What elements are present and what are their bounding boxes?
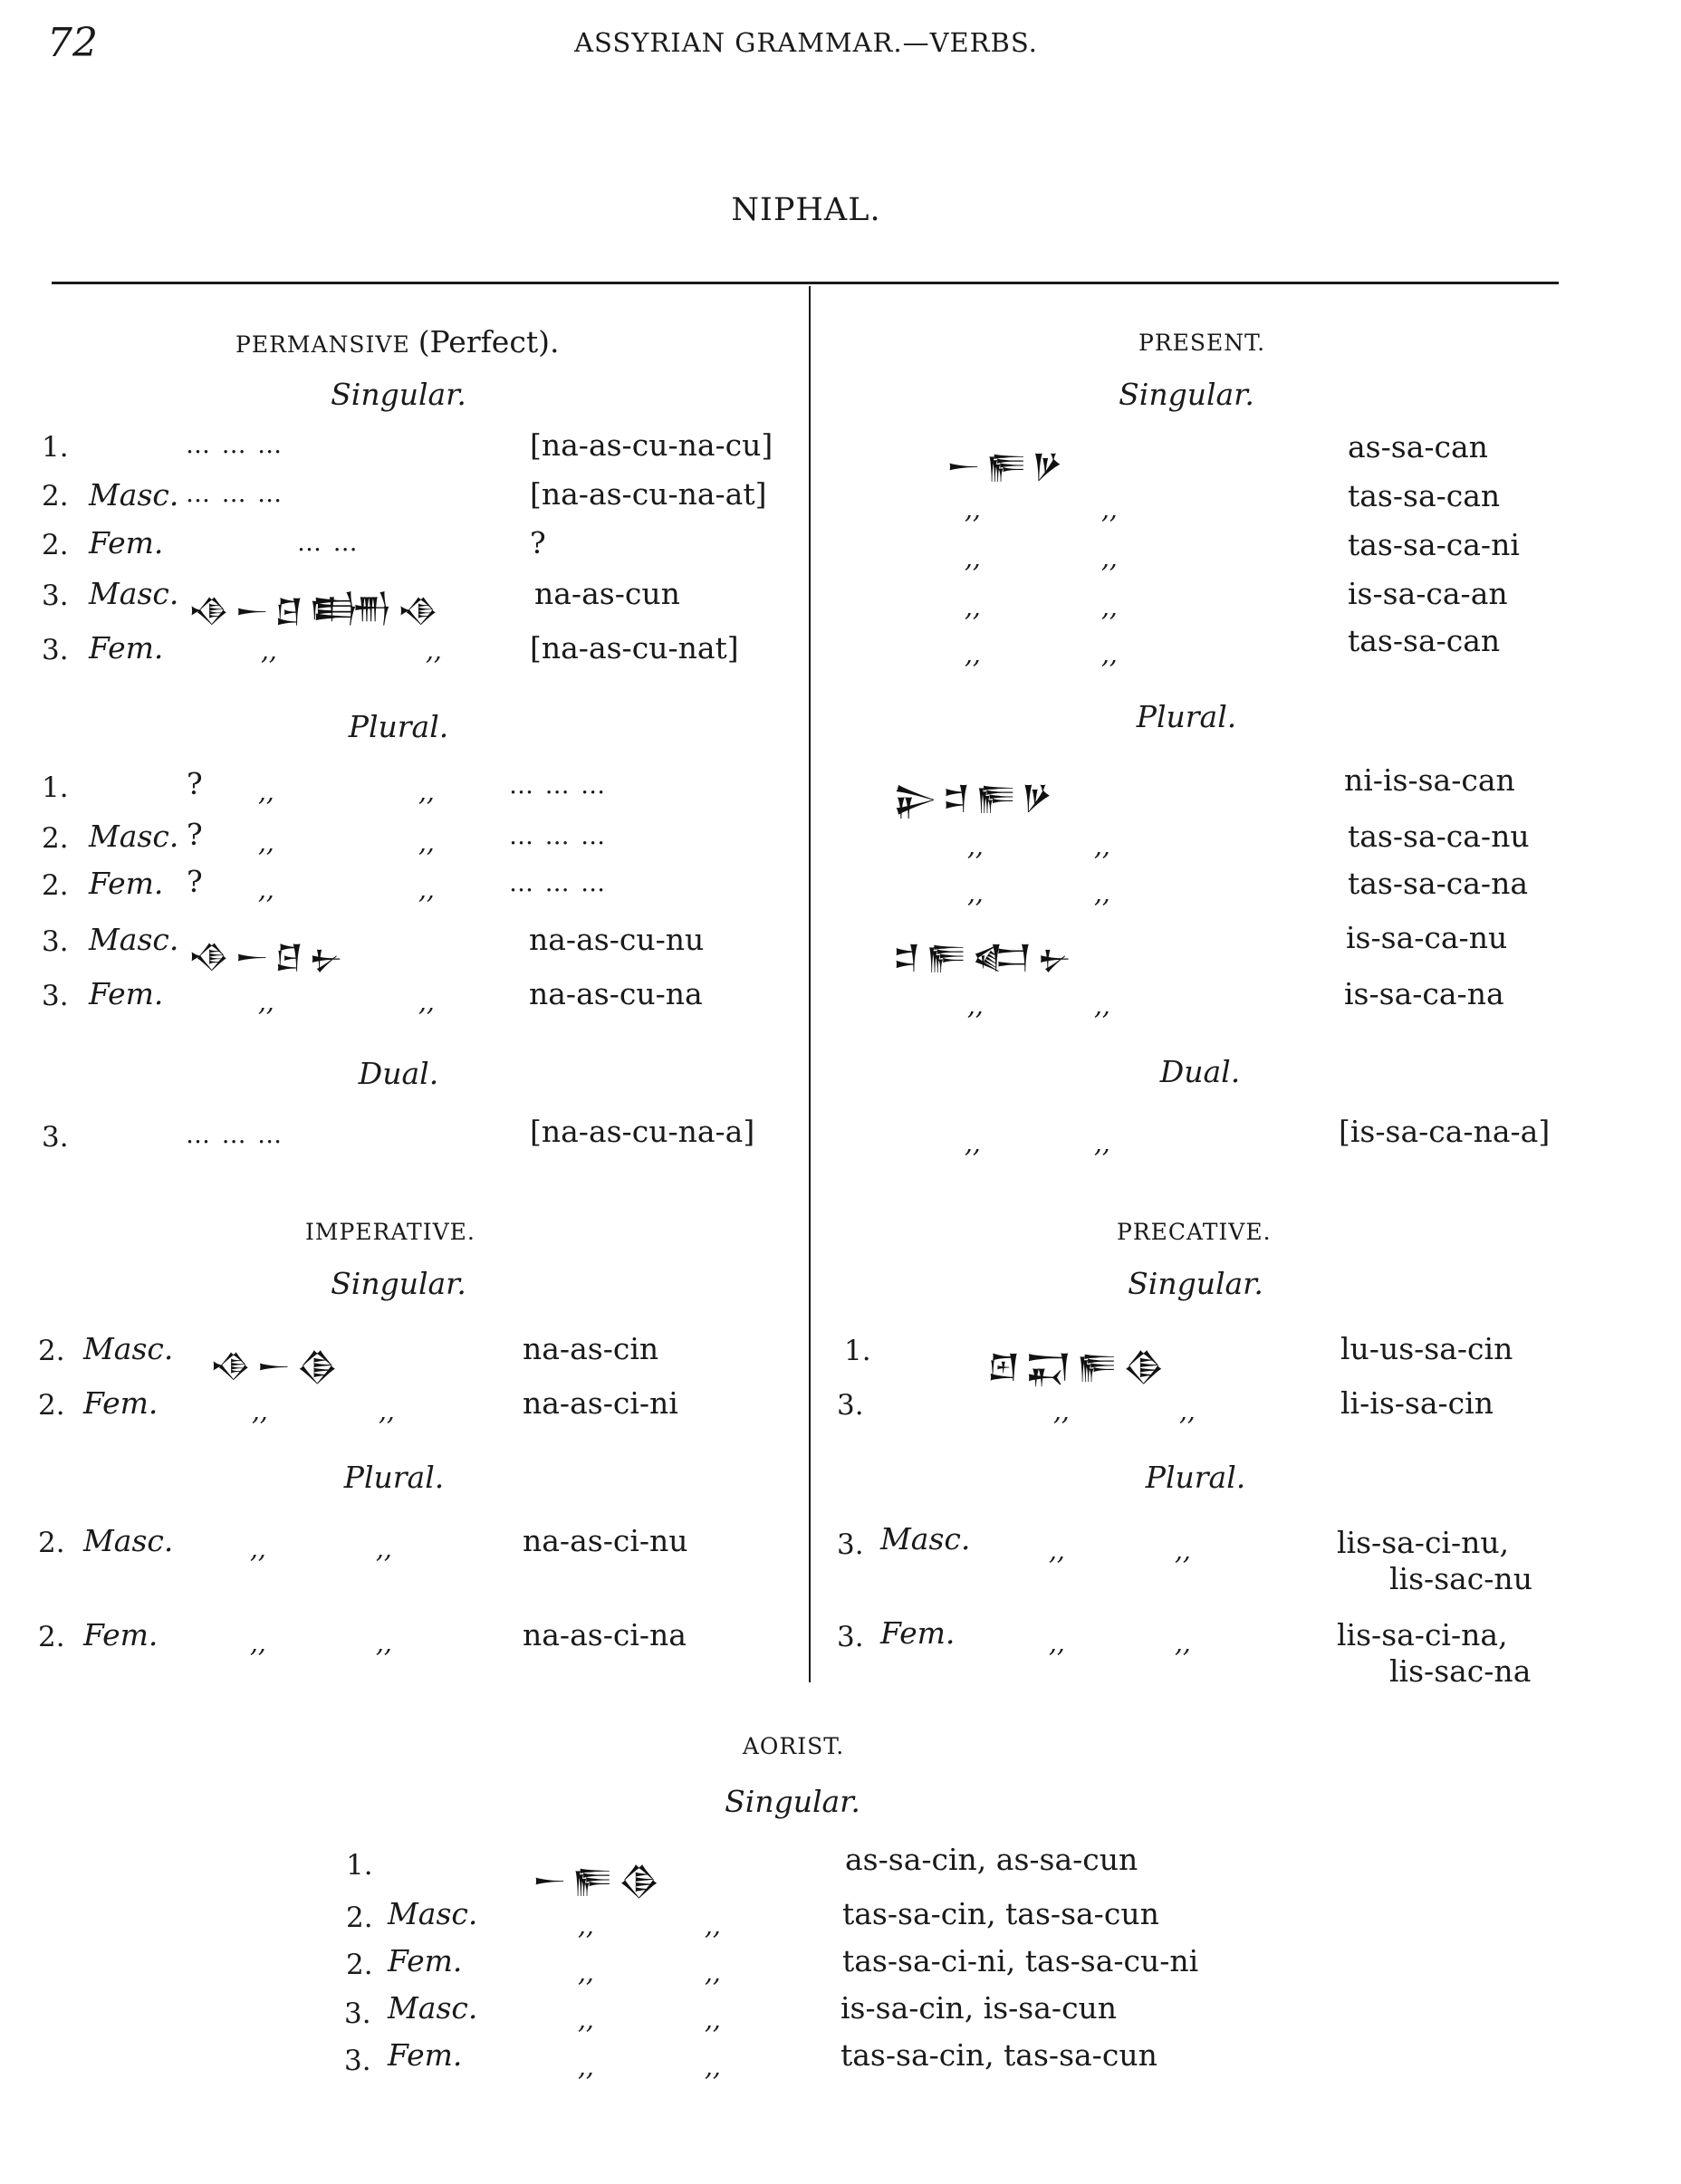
cuneiform-signs: 𒄑𒊓𒅗𒉡 [893, 939, 1078, 976]
transliteration: lu-us-sa-cin [1340, 1331, 1513, 1366]
transliteration: [na-as-cu-nat] [530, 630, 739, 666]
ditto-mark: ,, [1049, 1536, 1065, 1566]
ditto-mark: ,, [1094, 991, 1110, 1020]
transliteration: [na-as-cu-na-cu] [530, 427, 773, 463]
transliteration: tas-sa-ca-ni [1348, 527, 1520, 562]
transliteration: ? [530, 525, 546, 560]
ditto-mark: ,, [1175, 1536, 1191, 1566]
transliteration: ni-is-sa-can [1344, 762, 1515, 798]
row-number: 2. [42, 529, 69, 561]
row-number: 2. [38, 1389, 65, 1422]
gender-label: Masc. [89, 576, 179, 611]
ellipsis: … … … [186, 1121, 284, 1149]
gender-label: Masc. [89, 922, 179, 957]
row-number: 2. [346, 1949, 373, 1981]
query-mark: ? [187, 864, 203, 899]
transliteration-alt: lis-sac-nu [1389, 1561, 1532, 1596]
cuneiform-signs: 𒇻𒍑𒊓𒆠 [987, 1348, 1170, 1385]
ditto-mark: ,, [578, 2052, 594, 2082]
row-number: 2. [38, 1621, 65, 1653]
gender-label: Masc. [388, 1990, 478, 2026]
ditto-mark: ,, [1179, 1396, 1196, 1426]
transliteration: na-as-cun [534, 576, 680, 611]
transliteration: na-as-cu-na [529, 976, 703, 1011]
ditto-mark: ,, [1175, 1628, 1191, 1658]
ditto-mark: ,, [250, 1534, 266, 1564]
aorist-singular-label: Singular. [725, 1784, 860, 1819]
transliteration: [na-as-cu-na-at] [530, 476, 767, 512]
cuneiform-signs: 𒉌𒄑𒊓𒃻 [893, 780, 1059, 817]
precative-singular-label: Singular. [1128, 1266, 1263, 1301]
transliteration: lis-sa-ci-na, [1337, 1617, 1508, 1652]
ditto-mark: ,, [250, 1628, 266, 1658]
transliteration: is-sa-ca-na [1344, 976, 1504, 1011]
gender-label: Masc. [83, 1523, 174, 1558]
horizontal-rule [52, 282, 1559, 284]
imperative-heading: IMPERATIVE. [305, 1219, 475, 1245]
ditto-mark: ,, [1053, 1396, 1070, 1426]
ditto-mark: ,, [252, 1396, 268, 1426]
row-number: 2. [38, 1335, 65, 1367]
ditto-mark: ,, [967, 878, 984, 908]
ditto-mark: ,, [258, 875, 274, 905]
transliteration-alt: lis-sac-na [1389, 1653, 1532, 1689]
ditto-mark: ,, [418, 875, 435, 905]
gender-label: Fem. [89, 630, 164, 666]
ellipsis: … … … [509, 869, 608, 897]
transliteration: li-is-sa-cin [1340, 1385, 1494, 1421]
gender-label: Masc. [89, 819, 179, 854]
page-title: NIPHAL. [731, 192, 881, 228]
transliteration: tas-sa-ci-ni, tas-sa-cu-ni [842, 1943, 1199, 1978]
transliteration: tas-sa-ca-nu [1348, 819, 1530, 854]
row-number: 3. [42, 980, 69, 1012]
transliteration: tas-sa-can [1348, 623, 1501, 658]
row-number: 2. [38, 1527, 65, 1559]
ditto-mark: ,, [1101, 494, 1118, 524]
row-number: 1. [42, 771, 69, 804]
gender-label: Masc. [89, 477, 179, 512]
permansive-dual-label: Dual. [358, 1056, 439, 1091]
transliteration: [is-sa-ca-na-a] [1339, 1114, 1551, 1149]
ditto-mark: ,, [258, 987, 274, 1017]
ditto-mark: ,, [376, 1628, 392, 1658]
ditto-mark: ,, [426, 636, 442, 666]
gender-label: Fem. [89, 976, 164, 1011]
ditto-mark: ,, [1101, 543, 1118, 573]
transliteration: as-sa-can [1348, 429, 1488, 465]
gender-label: Masc. [880, 1521, 971, 1557]
present-dual-label: Dual. [1159, 1054, 1241, 1089]
gender-label: Fem. [880, 1615, 956, 1651]
transliteration: [na-as-cu-na-a] [530, 1114, 755, 1149]
ellipsis: … … [297, 529, 360, 557]
ditto-mark: ,, [965, 494, 981, 524]
row-number: 1. [844, 1335, 871, 1367]
aorist-heading: AORIST. [742, 1733, 845, 1759]
permansive-heading-small: PERMANSIVE [235, 331, 410, 358]
gender-label: Fem. [89, 525, 164, 560]
present-singular-label: Singular. [1119, 377, 1254, 412]
ditto-mark: ,, [418, 777, 435, 807]
row-number: 2. [42, 480, 69, 512]
ditto-mark: ,, [965, 639, 981, 669]
ditto-mark: ,, [705, 1958, 721, 1988]
query-mark: ? [187, 766, 203, 801]
transliteration: na-as-ci-ni [523, 1385, 678, 1421]
ellipsis: … … … [509, 771, 608, 800]
ditto-mark: ,, [578, 2005, 594, 2035]
ditto-mark: ,, [967, 991, 984, 1020]
query-mark: ? [187, 817, 203, 852]
cuneiform-signs: 𒈾𒀸𒆠 [210, 1348, 344, 1385]
cuneiform-signs: 𒈾𒀸𒆪𒉡 [188, 939, 349, 976]
permansive-plural-label: Plural. [348, 709, 449, 744]
row-number: 2. [42, 869, 69, 902]
transliteration: lis-sa-ci-nu, [1337, 1525, 1510, 1560]
transliteration: na-as-cin [523, 1331, 659, 1366]
ditto-mark: ,, [261, 636, 277, 666]
ellipsis: … … … [186, 480, 284, 508]
row-number: 3. [42, 1121, 69, 1154]
transliteration: na-as-ci-nu [523, 1523, 688, 1558]
ditto-mark: ,, [965, 1128, 981, 1158]
ditto-mark: ,, [965, 592, 981, 622]
gender-label: Masc. [388, 1896, 478, 1931]
row-number: 3. [344, 2045, 371, 2077]
present-heading: PRESENT. [1138, 330, 1266, 356]
precative-heading: PRECATIVE. [1117, 1219, 1272, 1245]
transliteration: tas-sa-ca-na [1348, 866, 1529, 901]
cuneiform-signs: 𒀸𒊓𒃻 [946, 448, 1070, 485]
imperative-plural-label: Plural. [343, 1460, 445, 1495]
transliteration: tas-sa-cin, tas-sa-cun [840, 2037, 1157, 2073]
ditto-mark: ,, [418, 987, 435, 1017]
transliteration: is-sa-cin, is-sa-cun [840, 1990, 1118, 2026]
ditto-mark: ,, [1101, 592, 1118, 622]
present-plural-label: Plural. [1136, 699, 1237, 734]
ditto-mark: ,, [1049, 1628, 1065, 1658]
transliteration: as-sa-cin, as-sa-cun [845, 1842, 1138, 1877]
page-number: 72 [47, 20, 98, 66]
gender-label: Fem. [83, 1385, 158, 1421]
permansive-heading-paren: (Perfect). [418, 324, 560, 359]
transliteration: tas-sa-can [1348, 478, 1501, 513]
row-number: 3. [344, 1997, 371, 2030]
row-number: 3. [837, 1528, 864, 1561]
running-head: ASSYRIAN GRAMMAR.—VERBS. [574, 27, 1038, 58]
precative-plural-label: Plural. [1145, 1460, 1246, 1495]
row-number: 3. [42, 634, 69, 666]
ditto-mark: ,, [1094, 831, 1110, 861]
ditto-mark: ,, [578, 1958, 594, 1988]
imperative-singular-label: Singular. [331, 1266, 466, 1301]
transliteration: is-sa-ca-nu [1346, 920, 1508, 955]
row-number: 1. [42, 431, 69, 464]
row-number: 1. [346, 1849, 373, 1882]
row-number: 3. [42, 580, 69, 612]
ditto-mark: ,, [376, 1534, 392, 1564]
ditto-mark: ,, [1101, 639, 1118, 669]
permansive-heading [235, 324, 559, 359]
ditto-mark: ,, [965, 543, 981, 573]
gender-label: Fem. [83, 1617, 158, 1652]
ditto-mark: ,, [967, 831, 984, 861]
ellipsis: … … … [509, 822, 608, 850]
row-number: 3. [42, 925, 69, 958]
row-number: 2. [42, 822, 69, 855]
row-number: 2. [346, 1901, 373, 1934]
transliteration: is-sa-ca-an [1348, 576, 1508, 611]
ditto-mark: ,, [379, 1396, 395, 1426]
transliteration: tas-sa-cin, tas-sa-cun [842, 1896, 1159, 1931]
gender-label: Masc. [83, 1331, 174, 1366]
ditto-mark: ,, [1094, 1128, 1110, 1158]
ditto-mark: ,, [1094, 878, 1110, 908]
cuneiform-signs: 𒈾𒀸𒆪𒌦𒈾 [188, 593, 445, 630]
column-divider [809, 286, 811, 1682]
gender-label: Fem. [388, 2037, 463, 2073]
ditto-mark: ,, [705, 2005, 721, 2035]
row-number: 3. [837, 1389, 864, 1422]
ditto-mark: ,, [258, 777, 274, 807]
permansive-singular-label: Singular. [331, 377, 466, 412]
gender-label: Fem. [388, 1943, 463, 1978]
transliteration: na-as-ci-na [523, 1617, 687, 1652]
transliteration: na-as-cu-nu [529, 922, 705, 957]
ditto-mark: ,, [705, 1911, 721, 1940]
ellipsis: … … … [186, 431, 284, 459]
row-number: 3. [837, 1621, 864, 1653]
ditto-mark: ,, [578, 1911, 594, 1940]
cuneiform-signs: 𒀸𒊓𒆠 [533, 1863, 666, 1900]
ditto-mark: ,, [258, 828, 274, 857]
ditto-mark: ,, [705, 2052, 721, 2082]
ditto-mark: ,, [418, 828, 435, 857]
gender-label: Fem. [89, 866, 164, 901]
